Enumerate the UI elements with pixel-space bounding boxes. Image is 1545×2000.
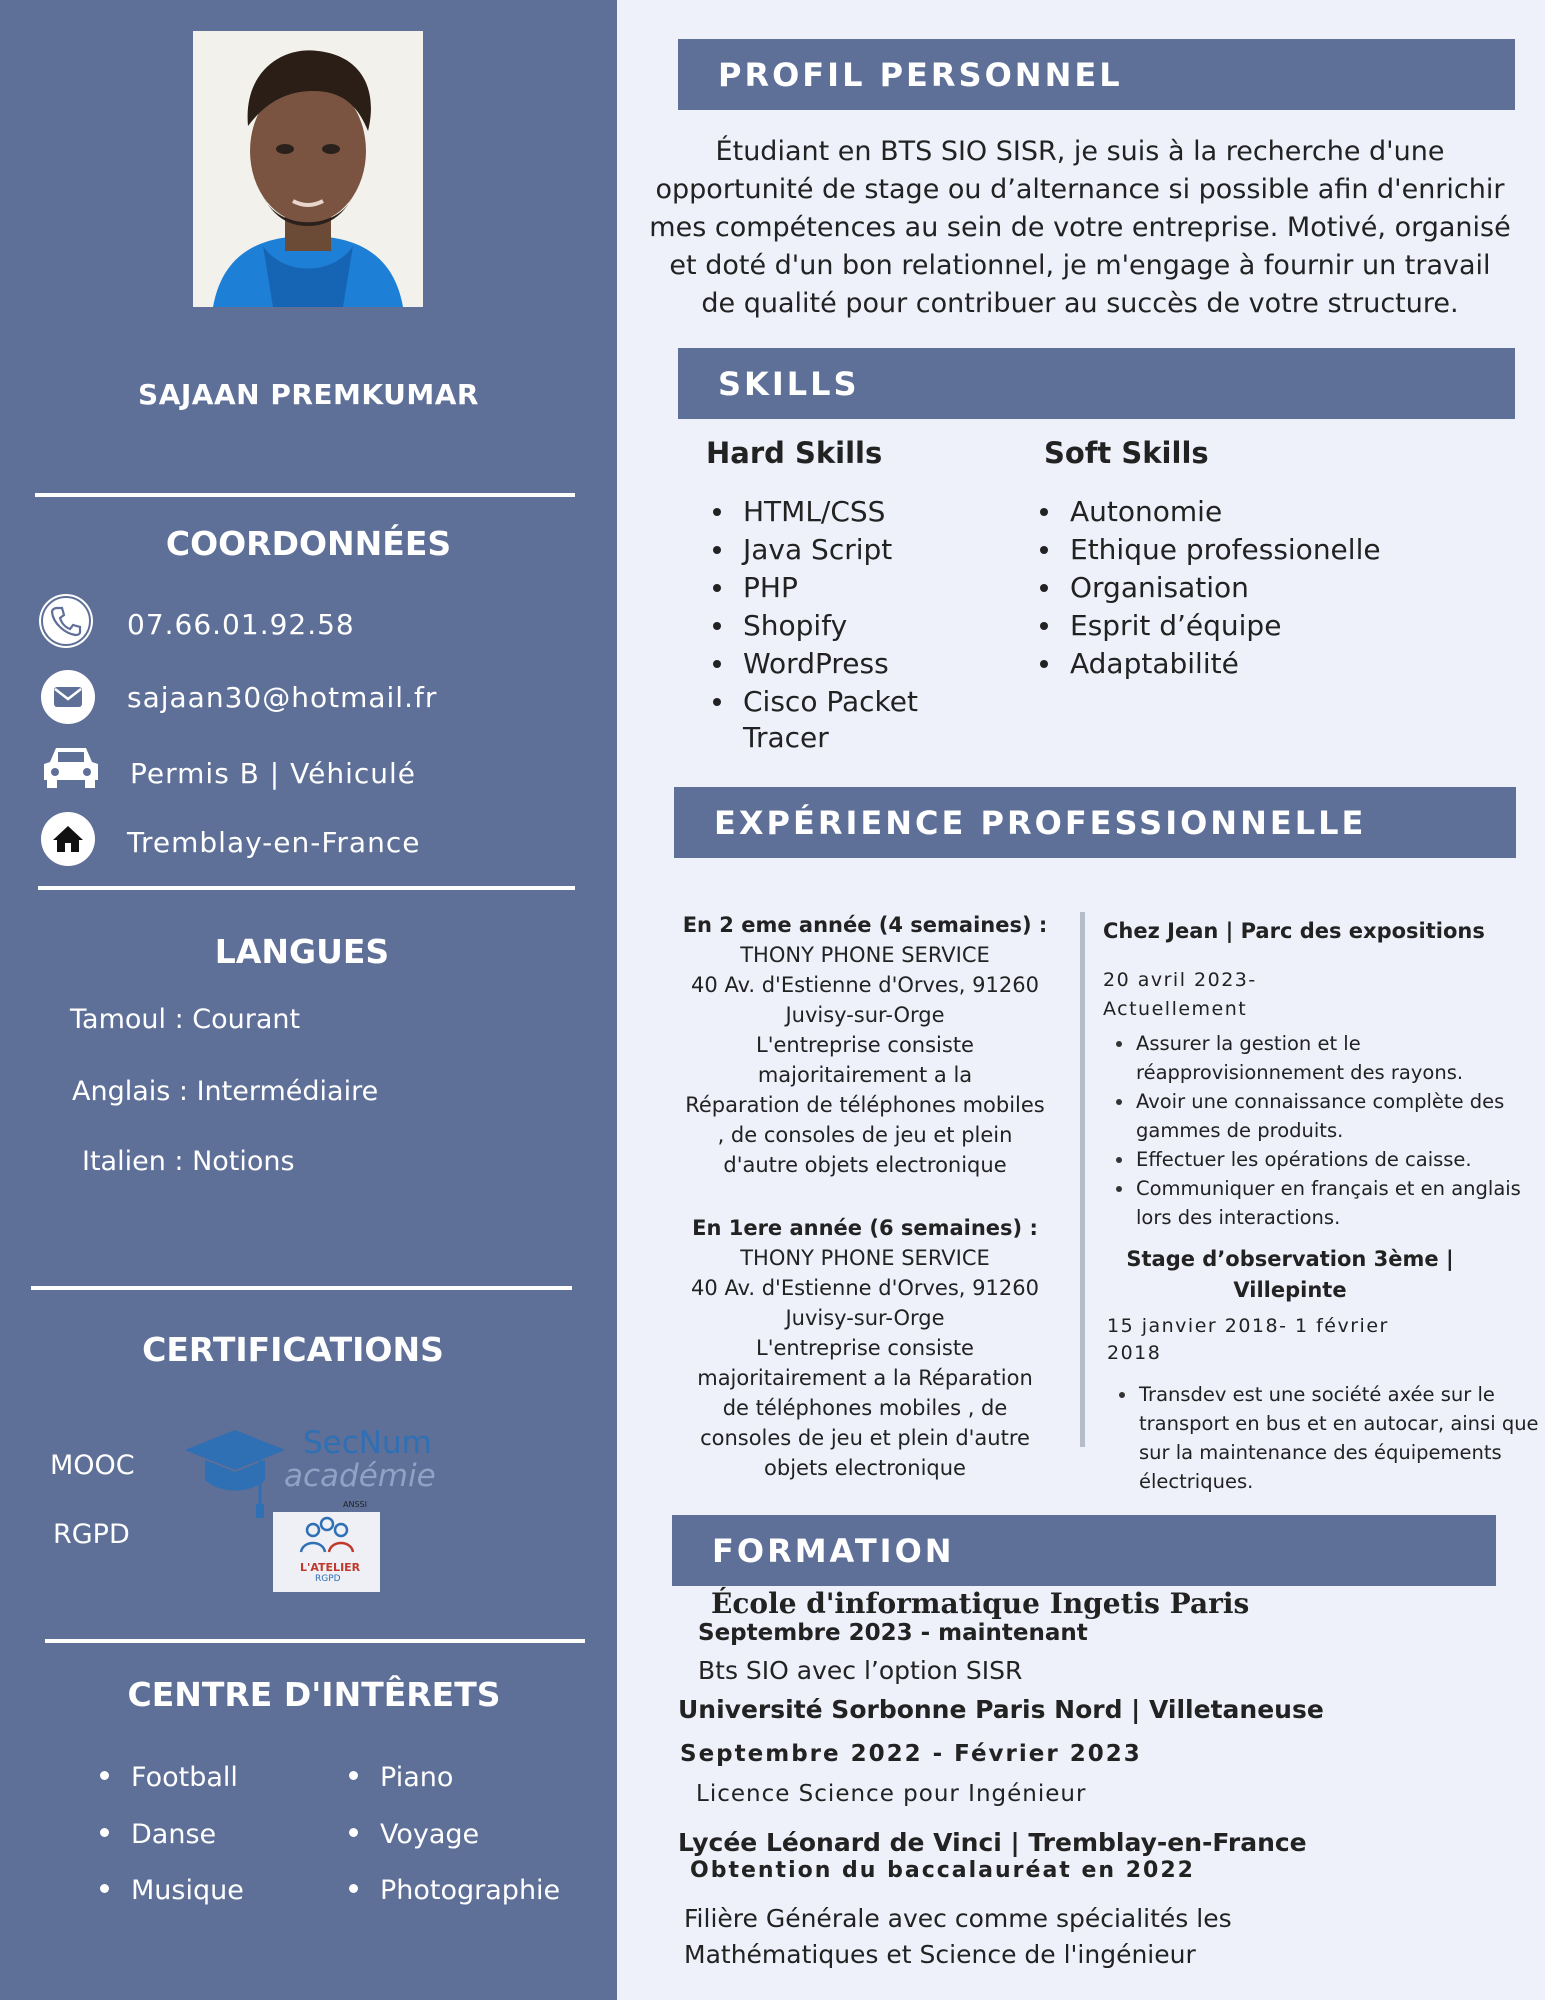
school-description — [684, 1901, 1232, 1973]
email-icon — [41, 670, 95, 724]
school-description: Licence Science pour Ingénieur — [696, 1781, 1087, 1807]
experience-line: Juvisy-sur-Orge — [785, 1306, 945, 1330]
experience-line: majoritairement a la — [757, 1063, 973, 1087]
full-name: SAJAAN PREMKUMAR — [138, 378, 479, 411]
profile-photo — [193, 31, 423, 307]
rgpd-logo-text: RGPD — [315, 1574, 341, 1584]
anssi-text: ANSSI — [343, 1500, 367, 1509]
experience-line: L'entreprise consiste — [756, 1336, 974, 1360]
divider — [35, 493, 575, 497]
experience-title: EXPÉRIENCE PROFESSIONNELLE — [714, 803, 1367, 842]
date-line: Actuellement — [1103, 998, 1248, 1020]
experience-heading: En 2 eme année (4 semaines) : — [682, 913, 1048, 937]
date-line: 15 janvier 2018- 1 février — [1107, 1315, 1389, 1337]
secnum-text: SecNum — [303, 1425, 432, 1461]
atelier-text: L'ATELIER — [300, 1561, 361, 1574]
personal-profile-title: PROFIL PERSONNEL — [718, 55, 1123, 94]
experience-line: 40 Av. d'Estienne d'Orves, 91260 — [691, 973, 1039, 997]
experience-bullets — [1115, 1380, 1545, 1496]
experience-line: d'autre objets electronique — [723, 1153, 1007, 1177]
experience-line: THONY PHONE SERVICE — [740, 1246, 990, 1270]
experience-bullet: Avoir une connaissance complète des gammes de produits. — [1112, 1087, 1542, 1145]
soft-skill-item: Esprit d’équipe — [1034, 607, 1381, 645]
hard-skills-title: Hard Skills — [706, 436, 883, 470]
interest-item: Voyage — [349, 1819, 479, 1850]
school-name: Université Sorbonne Paris Nord | Villetaneuse — [678, 1695, 1324, 1724]
soft-skill-item: Adaptabilité — [1034, 645, 1381, 683]
phone-number[interactable]: 07.66.01.92.58 — [127, 608, 355, 641]
interest-item: Danse — [100, 1819, 216, 1850]
experience-date — [1103, 966, 1257, 1024]
experience-line: , de consoles de jeu et plein — [717, 1123, 1013, 1147]
school-date: Septembre 2023 - maintenant — [698, 1620, 1088, 1646]
language-item: Italien : Notions — [82, 1146, 295, 1177]
soft-skill-item: Ethique professionelle — [1034, 531, 1381, 569]
school-name: École d'informatique Ingetis Paris — [711, 1587, 1250, 1620]
soft-skill-item: Organisation — [1034, 569, 1381, 607]
hard-skill-item: WordPress — [707, 645, 918, 683]
soft-skills-title: Soft Skills — [1044, 436, 1209, 470]
soft-skills-list — [1034, 493, 1381, 683]
experience-line: THONY PHONE SERVICE — [740, 943, 990, 967]
academie-text: académie — [284, 1458, 436, 1494]
school-description: Bts SIO avec l’option SISR — [698, 1656, 1023, 1685]
experience-entry — [660, 1213, 1070, 1483]
profile-line: mes compétences au sein de votre entreprise. Motivé, organisé — [649, 212, 1511, 243]
experience-line: 40 Av. d'Estienne d'Orves, 91260 — [691, 1276, 1039, 1300]
education-title: FORMATION — [712, 1531, 955, 1570]
atelier-rgpd-logo — [273, 1512, 380, 1592]
personal-profile-banner — [678, 39, 1515, 110]
language-item: Anglais : Intermédiaire — [72, 1076, 379, 1107]
experience-bullets — [1112, 1029, 1542, 1232]
interest-item: Photographie — [349, 1875, 560, 1906]
interest-item: Piano — [349, 1762, 453, 1793]
email-address[interactable]: sajaan30@hotmail.fr — [127, 681, 438, 714]
experience-line: L'entreprise consiste — [756, 1033, 974, 1057]
experience-bullet: Communiquer en français et en anglais lors des interactions. — [1112, 1174, 1542, 1232]
school-date: Septembre 2022 - Février 2023 — [680, 1741, 1142, 1767]
interest-item: Musique — [100, 1875, 244, 1906]
language-item: Tamoul : Courant — [70, 1004, 301, 1035]
heading-line: Stage d’observation 3ème | — [1126, 1247, 1454, 1271]
experience-bullet: Assurer la gestion et le réapprovisionnement des rayons. — [1112, 1029, 1542, 1087]
skills-title: SKILLS — [718, 364, 860, 403]
experience-line: majoritairement a la Réparation — [697, 1366, 1033, 1390]
experience-bullet: Transdev est une société axée sur le transport en bus et en autocar, ainsi que sur la maintenance des équipements électriques. — [1115, 1380, 1545, 1496]
experience-entry — [660, 910, 1070, 1180]
languages-title: LANGUES — [214, 932, 390, 971]
profile-line: et doté d'un bon relationnel, je m'engage à fournir un travail — [669, 250, 1491, 281]
hard-skill-continuation: Tracer — [743, 721, 829, 754]
date-line: 2018 — [1107, 1342, 1162, 1364]
description-line: Filière Générale avec comme spécialités les — [684, 1904, 1232, 1933]
hard-skill-item: HTML/CSS — [707, 493, 918, 531]
experience-date — [1107, 1313, 1389, 1367]
experience-banner — [674, 787, 1516, 858]
hard-skills-list — [707, 493, 918, 721]
date-line: 20 avril 2023- — [1103, 969, 1257, 991]
interest-item: Football — [100, 1762, 238, 1793]
hard-skill-item: Java Script — [707, 531, 918, 569]
column-divider — [1080, 912, 1085, 1447]
divider — [31, 1286, 572, 1290]
experience-line: de téléphones mobiles , de — [722, 1396, 1008, 1420]
experience-heading: En 1ere année (6 semaines) : — [692, 1216, 1038, 1240]
home-icon — [41, 812, 95, 866]
certification-rgpd: RGPD — [53, 1519, 130, 1550]
experience-line: objets electronique — [764, 1456, 966, 1480]
hard-skill-item: Shopify — [707, 607, 918, 645]
experience-bullet: Effectuer les opérations de caisse. — [1112, 1145, 1542, 1174]
school-date: Obtention du baccalauréat en 2022 — [690, 1858, 1195, 1883]
personal-profile-text — [640, 133, 1520, 323]
profile-line: opportunité de stage ou d’alternance si possible afin d'enrichir — [655, 174, 1505, 205]
profile-line: de qualité pour contribuer au succès de votre structure. — [701, 288, 1459, 319]
certifications-title: CERTIFICATIONS — [142, 1330, 444, 1369]
experience-line: consoles de jeu et plein d'autre — [700, 1426, 1030, 1450]
experience-heading: Chez Jean | Parc des expositions — [1103, 919, 1485, 943]
license-text: Permis B | Véhiculé — [130, 757, 416, 790]
sidebar — [0, 0, 617, 2000]
profile-line: Étudiant en BTS SIO SISR, je suis à la recherche d'une — [715, 136, 1445, 167]
experience-heading — [1100, 1244, 1480, 1306]
contact-title: COORDONNÉES — [165, 524, 452, 563]
heading-line: Villepinte — [1233, 1278, 1347, 1302]
experience-line: Juvisy-sur-Orge — [785, 1003, 945, 1027]
divider — [38, 886, 575, 890]
school-name: Lycée Léonard de Vinci | Tremblay-en-France — [678, 1828, 1307, 1857]
interests-title: CENTRE D'INTÊRETS — [127, 1675, 501, 1714]
experience-line: Réparation de téléphones mobiles — [685, 1093, 1045, 1117]
skills-banner — [678, 348, 1515, 419]
hard-skill-item: PHP — [707, 569, 918, 607]
phone-icon — [39, 594, 93, 648]
education-banner — [672, 1515, 1496, 1586]
city-text: Tremblay-en-France — [127, 826, 421, 859]
soft-skill-item: Autonomie — [1034, 493, 1381, 531]
divider — [45, 1639, 585, 1643]
certification-mooc: MOOC — [50, 1450, 135, 1481]
car-icon — [40, 742, 102, 790]
description-line: Mathématiques et Science de l'ingénieur — [684, 1940, 1196, 1969]
hard-skill-item: Cisco Packet — [707, 683, 918, 721]
